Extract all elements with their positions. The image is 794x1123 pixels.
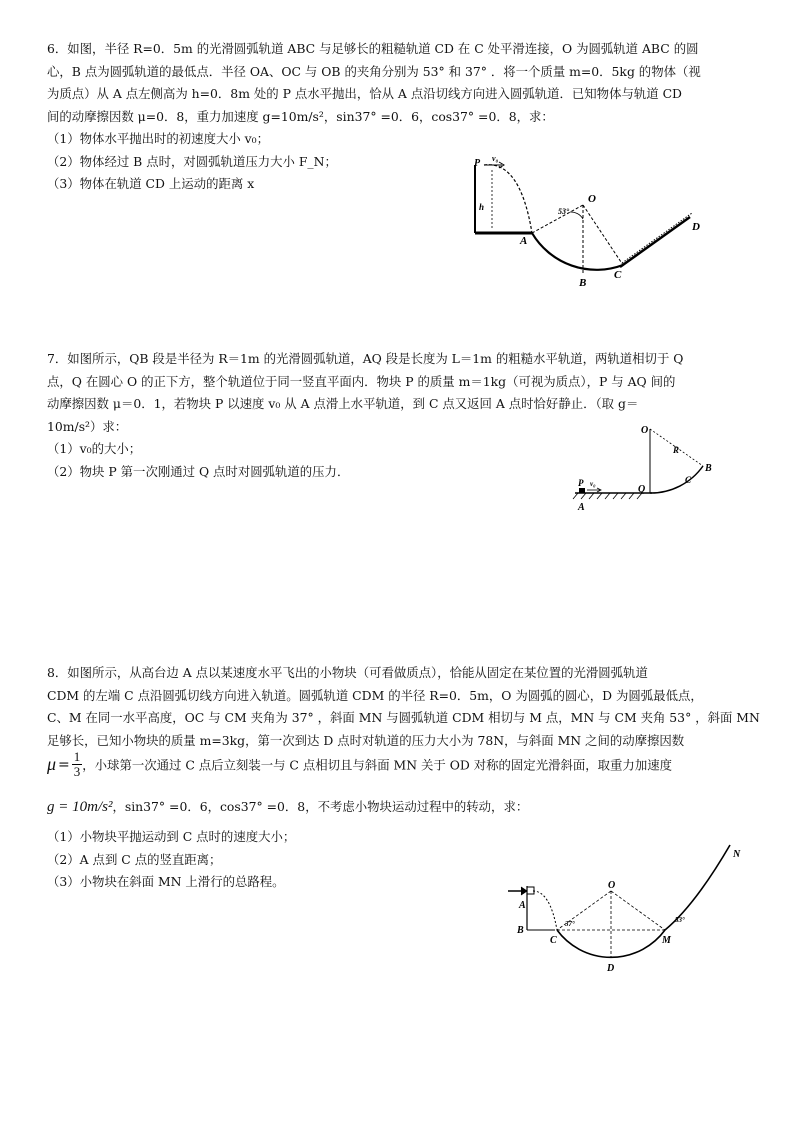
q8-label-A: A [519, 900, 526, 911]
q8-g-rest: ，sin37° =0．6，cos37° =0．8，不考虑小物块运动过程中的转动，求： [112, 799, 529, 814]
q8-item-1: （1）小物块平抛运动到 C 点时的速度大小； [47, 829, 296, 844]
q6-figure [470, 150, 710, 290]
q6-label-h: h [479, 202, 485, 212]
q8-line-2: CDM 的左端 C 点沿圆弧切线方向进入轨道。圆弧轨道 CDM 的半径 R=0．5m，O 为圆弧的圆心，D 为圆弧最低点， [47, 687, 703, 703]
q8-label-B: B [517, 925, 524, 936]
q8-label-N: N [733, 849, 741, 860]
q8-label-C: C [550, 935, 557, 946]
q8-mu-rest: ，小球第一次通过 C 点后立刻装一与 C 点相切且与斜面 MN 关于 OD 对称的固定光滑斜面，取重力加速度 [82, 757, 672, 773]
q8-g-expr: g = 10m/s² [47, 799, 113, 815]
q6-item-2: （2）物体经过 B 点时，对圆弧轨道压力大小 F_N； [47, 153, 337, 169]
q8-mu-line: μ = $\frac{1}{3}$ ，小球第一次通过 C 点后立刻装一与 C 点相切且与斜面 MN 关于 OD 对称的固定光滑斜面，取重力加速度 [47, 749, 672, 779]
q7-label-Q: Q [638, 484, 646, 495]
q8-label-53: 53° [675, 916, 685, 924]
q7-item-2: （2）物块 P 第一次刚通过 Q 点时对圆弧轨道的压力． [47, 463, 350, 479]
q8-mu-num: 1 [73, 749, 81, 764]
q8-label-M: M [662, 935, 671, 946]
q7-line-2: 点，Q 在圆心 O 的正下方，整个轨道位于同一竖直平面内．物块 P 的质量 m＝1kg（可视为质点），P 与 AQ 间的 [47, 373, 676, 389]
q7-line-3: 动摩擦因数 μ＝0．1，若物块 P 以速度 v₀ 从 A 点滑上水平轨道，到 C 点又返回 A 点时恰好静止．（取 g＝ [47, 396, 639, 411]
q7-line-1: 7．如图所示，QB 段是半径为 R＝1m 的光滑圆弧轨道，AQ 段是长度为 L＝1m 的粗糙水平轨道，两轨道相切于 Q [47, 351, 684, 366]
q6-label-P: P [474, 158, 481, 169]
q7-label-v0: v₀ [590, 480, 596, 488]
q8-line-3: C、M 在同一水平高度，OC 与 CM 夹角为 37° ，斜面 MN 与圆弧轨道 CDM 相切与 M 点，MN 与 CM 夹角 53° ，斜面 MN [47, 710, 760, 725]
q8-line-4: 足够长，已知小物块的质量 m=3kg，第一次到达 D 点时对轨道的压力大小为 78N，与斜面 MN 之间的动摩擦因数 [47, 732, 685, 748]
q8-item-2: （2）A 点到 C 点的竖直距离； [47, 851, 222, 867]
q6-label-C: C [614, 269, 622, 281]
q6-label-D: D [692, 221, 700, 233]
q8-g-line [47, 795, 528, 819]
q8-item-3: （3）小物块在斜面 MN 上滑行的总路程。 [47, 874, 285, 889]
q8-label-O: O [608, 880, 616, 891]
q6-line-3: 为质点）从 A 点左侧高为 h=0．8m 处的 P 点水平抛出，恰从 A 点沿切线方向进入圆弧轨道．已知物体与轨道 CD [47, 86, 682, 101]
q6-label-A: A [520, 235, 528, 247]
q8-mu-fraction [72, 750, 83, 779]
q8-figure [505, 835, 750, 980]
q6-item-1: （1）物体水平抛出时的初速度大小 v₀； [47, 131, 270, 146]
q6-label-v0: v₀ [492, 154, 499, 163]
q6-line-2: 心，B 点为圆弧轨道的最低点．半径 OA、OC 与 OB 的夹角分别为 53° 和 37° ．将一个质量 m=0．5kg 的物体（视 [47, 63, 701, 79]
q7-label-B: B [705, 463, 712, 474]
q8-line-1: 8．如图所示，从高台边 A 点以某速度水平飞出的小物块（可看做质点），恰能从固定在某位置的光滑圆弧轨道 [47, 665, 648, 680]
q6-line-4: 间的动摩擦因数 μ=0．8，重力加速度 g=10m/s²，sin37° =0．6，cos37° =0．8，求： [47, 108, 554, 124]
q8-mu-den: 3 [73, 764, 81, 779]
question-8-text [47, 662, 760, 752]
q7-line-4: 10m/s²）求： [47, 418, 128, 434]
q7-label-P: P [578, 478, 584, 488]
q6-item-3: （3）物体在轨道 CD 上运动的距离 x [47, 176, 255, 191]
q8-label-37: 37° [565, 920, 575, 928]
q6-line-1: 6．如图，半径 R=0．5m 的光滑圆弧轨道 ABC 与足够长的粗糙轨道 CD 在 C 处平滑连接，O 为圆弧轨道 ABC 的圆 [47, 41, 699, 56]
q8-mu-symbol: μ [47, 754, 57, 774]
q7-figure [570, 420, 720, 520]
q7-item-1: （1）v₀的大小； [47, 441, 142, 456]
q6-label-B: B [579, 277, 587, 289]
q7-label-R: R [673, 445, 680, 455]
q7-label-O: O [641, 425, 649, 436]
q7-label-A: A [578, 502, 585, 513]
q6-label-angle: 53° [558, 207, 570, 216]
q7-label-C: C [685, 475, 692, 485]
q6-label-O: O [588, 193, 596, 205]
q8-label-D: D [607, 963, 615, 974]
